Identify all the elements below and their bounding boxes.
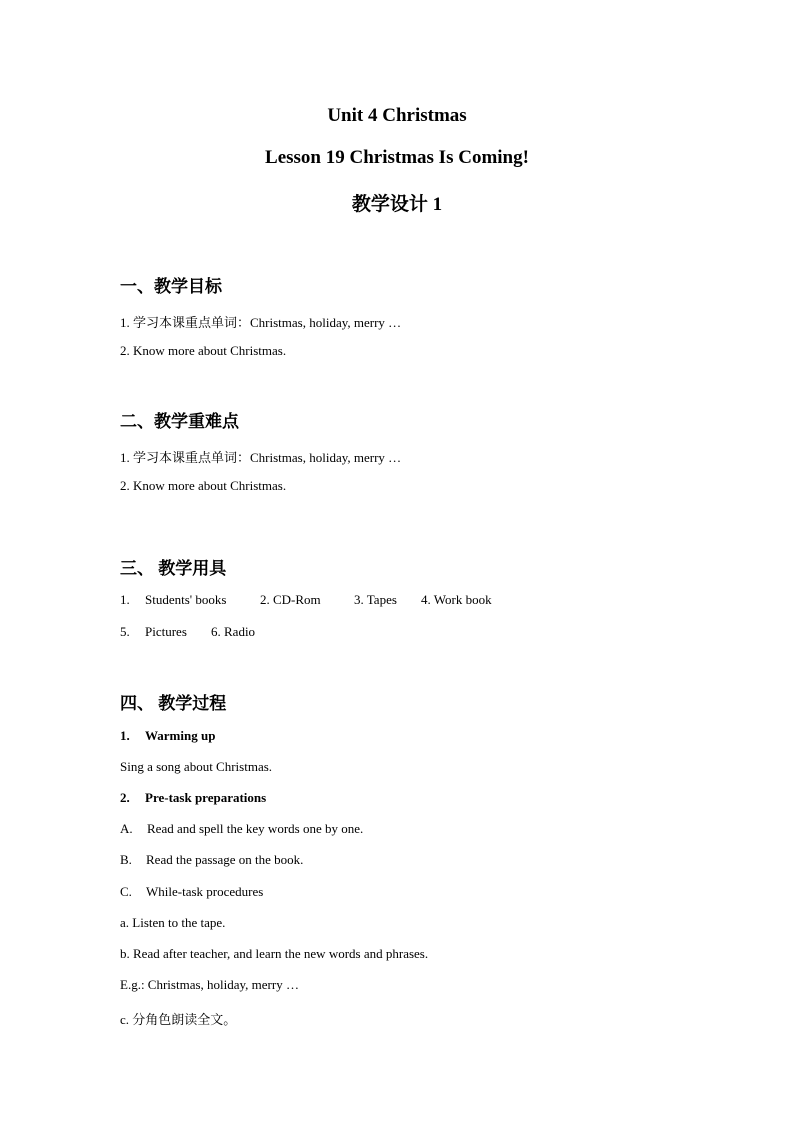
tool-item — [421, 592, 492, 608]
step-number: 1. — [120, 728, 130, 743]
key-point-item: 2. Know more about Christmas. — [120, 478, 287, 493]
list-item: Read and spell the key words one by one. — [147, 821, 364, 836]
list-item: While-task procedures — [146, 884, 264, 899]
tool-item — [211, 624, 255, 640]
tool-item — [120, 624, 130, 640]
tool-number: 4. — [421, 592, 431, 607]
tool-item — [354, 592, 397, 608]
section-heading-key-points: 二、教学重难点 — [120, 412, 239, 431]
design-title: 教学设计 1 — [351, 194, 443, 215]
objective-item: 2. Know more about Christmas. — [120, 343, 287, 358]
tool-label: CD-Rom — [273, 592, 321, 607]
sub-item: a. Listen to the tape. — [120, 915, 226, 930]
sub-item: b. Read after teacher, and learn the new words and phrases. — [120, 946, 429, 961]
tool-item — [120, 592, 130, 608]
objective-item: 1. 学习本课重点单词：Christmas, holiday, merry … — [120, 315, 402, 330]
tool-label: Pictures — [145, 624, 187, 639]
section-heading-process: 四、 教学过程 — [120, 694, 227, 713]
tool-label: Radio — [224, 624, 256, 639]
list-label: C. — [120, 884, 132, 899]
lesson-title: Lesson 19 Christmas Is Coming! — [265, 147, 529, 168]
step-text: Sing a song about Christmas. — [120, 759, 273, 774]
tool-number: 3. — [354, 592, 364, 607]
key-point-item: 1. 学习本课重点单词：Christmas, holiday, merry … — [120, 450, 402, 465]
step-title: Warming up — [145, 728, 216, 743]
tool-number: 6. — [211, 624, 221, 639]
section-heading-objectives: 一、教学目标 — [120, 277, 222, 296]
list-label: B. — [120, 852, 132, 867]
step-number: 2. — [120, 790, 130, 805]
step-title: Pre-task preparations — [145, 790, 267, 805]
sub-item: c. 分角色朗读全文。 — [120, 1012, 237, 1027]
tool-number: 1. — [120, 592, 130, 607]
tool-label: Students' books — [145, 592, 227, 607]
tool-number: 2. — [260, 592, 270, 607]
list-item: Read the passage on the book. — [146, 852, 304, 867]
tool-label: Tapes — [366, 592, 397, 607]
list-label: A. — [120, 821, 133, 836]
tool-label: Work book — [433, 592, 492, 607]
tool-item — [260, 592, 321, 608]
tool-number: 5. — [120, 624, 130, 639]
unit-title: Unit 4 Christmas — [327, 105, 467, 126]
section-heading-tools: 三、 教学用具 — [120, 559, 227, 578]
example-line: E.g.: Christmas, holiday, merry … — [120, 977, 299, 992]
